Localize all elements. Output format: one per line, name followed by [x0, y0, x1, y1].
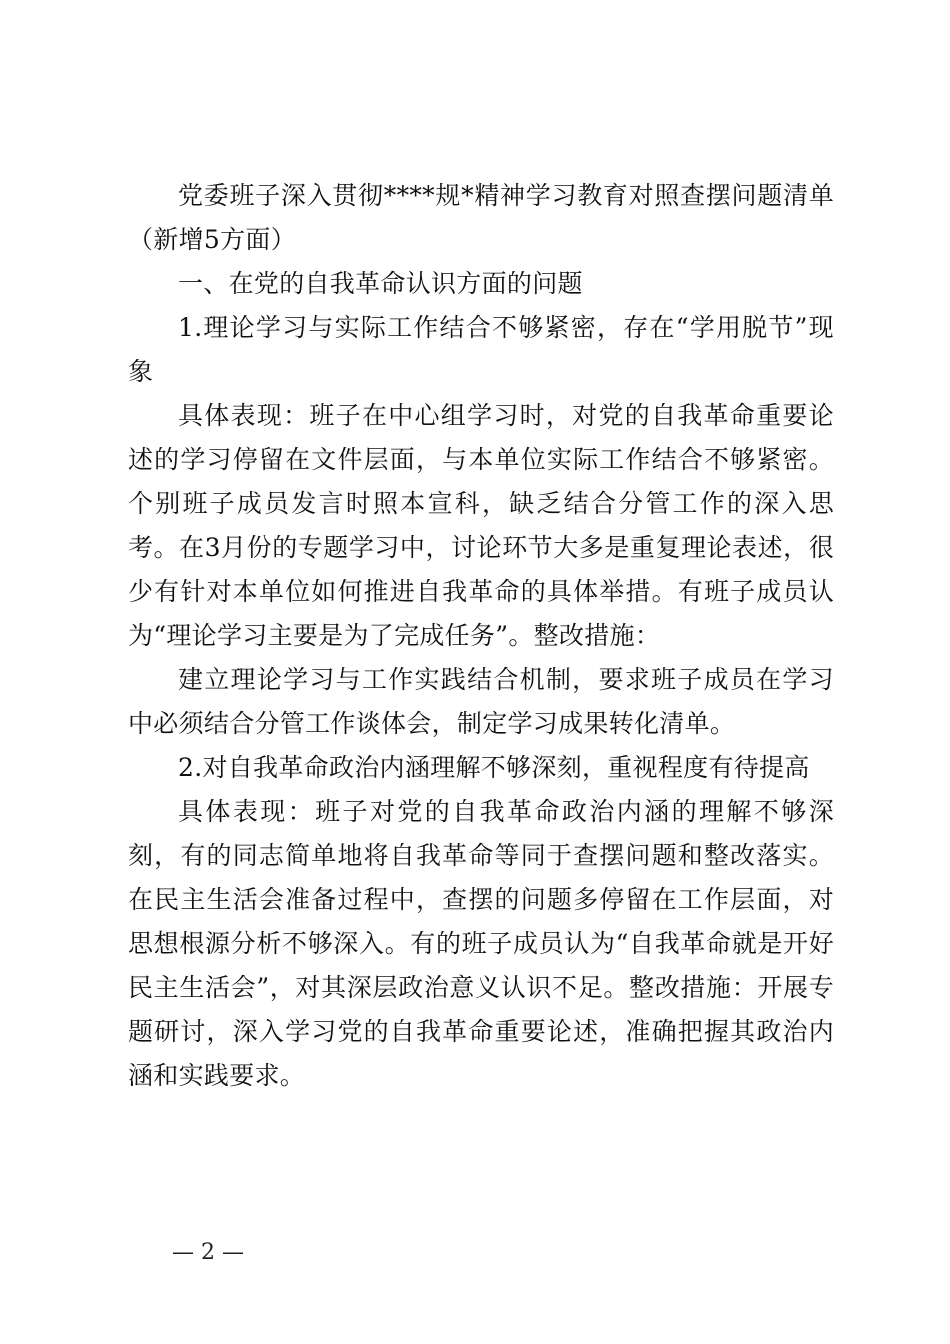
section-heading: 一、在党的自我革命认识方面的问题	[178, 269, 583, 298]
issue-heading-1: 1.理论学习与实际工作结合不够紧密，存在“学用脱节”现象	[128, 313, 834, 386]
issue-description-1: 具体表现：班子在中心组学习时，对党的自我革命重要论述的学习停留在文件层面，与本单位实际工作结合不够紧密。个别班子成员发言时照本宣科，缺乏结合分管工作的深入思考。在3月份的专题学习中，讨论环节大多是重复理论表述，很少有针对本单位如何推进自我革命的具体举措。有班子成员认为“理论学习主要是为了完成任务”。整改措施：	[128, 401, 834, 650]
issue-heading-2: 2.对自我革命政治内涵理解不够深刻，重视程度有待提高	[178, 753, 810, 782]
page-number: — 2 —	[172, 1240, 244, 1265]
rectification-measures-1: 建立理论学习与工作实践结合机制，要求班子成员在学习中必须结合分管工作谈体会，制定学习成果转化清单。	[128, 665, 834, 738]
document-body	[128, 174, 834, 1098]
document-title: 党委班子深入贯彻****规*精神学习教育对照查摆问题清单（新增5方面）	[128, 181, 834, 254]
issue-description-2: 具体表现：班子对党的自我革命政治内涵的理解不够深刻，有的同志简单地将自我革命等同于查摆问题和整改落实。在民主生活会准备过程中，查摆的问题多停留在工作层面，对思想根源分析不够深入。有的班子成员认为“自我革命就是开好民主生活会”，对其深层政治意义认识不足。整改措施：开展专题研讨，深入学习党的自我革命重要论述，准确把握其政治内涵和实践要求。	[128, 797, 834, 1090]
